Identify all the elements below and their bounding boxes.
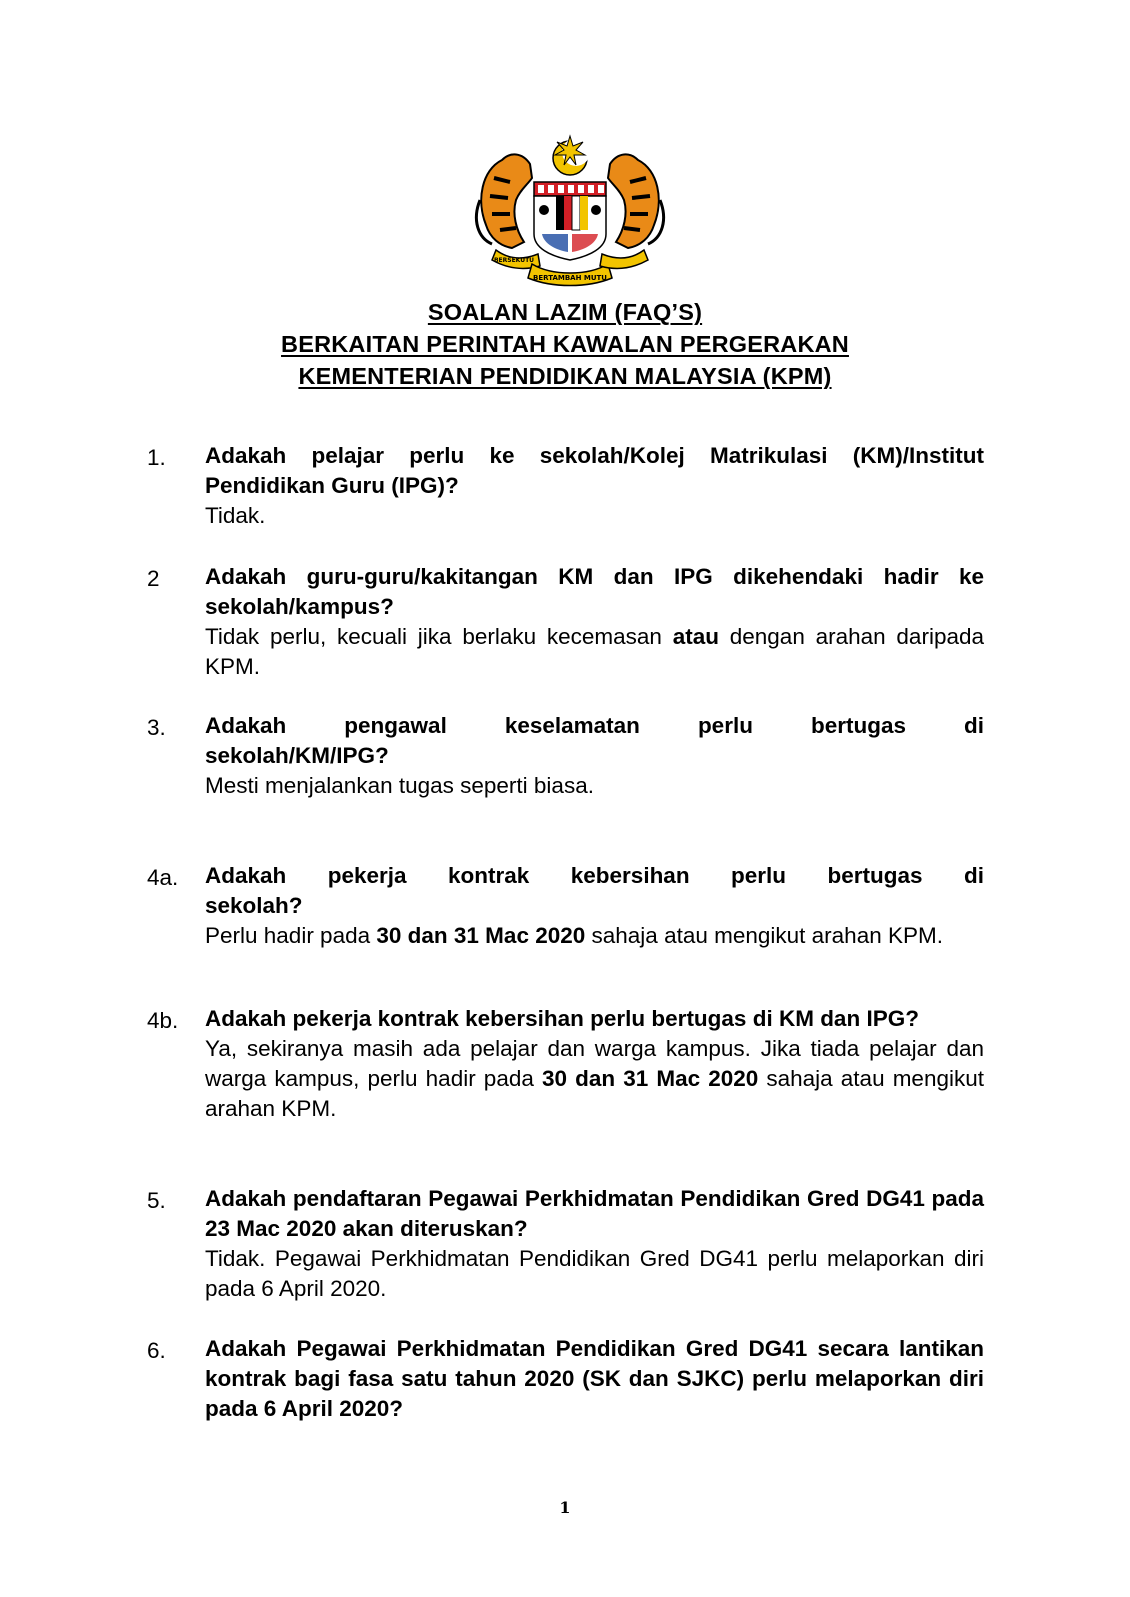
document-title — [0, 296, 1130, 392]
faq-number: 6. — [147, 1338, 166, 1363]
faq-question: Adakah guru-guru/kakitangan KM dan IPG dikehendaki hadir ke sekolah/kampus? — [205, 564, 984, 619]
faq-question-line-1: Adakah pengawal keselamatan perlu bertugas di — [205, 713, 984, 738]
page-number: 1 — [559, 1498, 571, 1517]
faq-question-line-1: Adakah pekerja kontrak kebersihan perlu bertugas di — [205, 863, 984, 888]
faq-number: 3. — [147, 715, 166, 740]
faq-question-line-2: sekolah? — [205, 893, 303, 918]
faq-number: 4b. — [147, 1008, 179, 1033]
faq-answer: Tidak perlu, kecuali jika berlaku kecemasan atau dengan arahan daripada KPM. — [205, 624, 984, 679]
faq-question: Adakah pekerja kontrak kebersihan perlu bertugas di KM dan IPG? — [205, 1006, 919, 1031]
coat-of-arms-icon — [472, 130, 668, 288]
coat-of-arms-emblem — [472, 130, 668, 288]
svg-text:BERTAMBAH MUTU: BERTAMBAH MUTU — [533, 274, 607, 282]
faq-answer: Tidak. Pegawai Perkhidmatan Pendidikan Gred DG41 perlu melaporkan diri pada 6 April 2020. — [205, 1246, 984, 1301]
faq-question-line-2: sekolah/KM/IPG? — [205, 743, 389, 768]
title-line-1: SOALAN LAZIM (FAQ’S) — [427, 299, 703, 325]
title-line-3: KEMENTERIAN PENDIDIKAN MALAYSIA (KPM) — [298, 363, 832, 389]
faq-question: Adakah pendaftaran Pegawai Perkhidmatan Pendidikan Gred DG41 pada 23 Mac 2020 akan diteruskan? — [205, 1186, 984, 1241]
faq-answer: Mesti menjalankan tugas seperti biasa. — [205, 773, 594, 798]
faq-question: Adakah Pegawai Perkhidmatan Pendidikan Gred DG41 secara lantikan kontrak bagi fasa satu tahun 2020 (SK dan SJKC) perlu melaporkan diri pada 6 April 2020? — [205, 1336, 984, 1421]
faq-question: Adakah pelajar perlu ke sekolah/Kolej Matrikulasi (KM)/Institut Pendidikan Guru (IPG)? — [205, 443, 984, 498]
faq-number: 4a. — [147, 865, 179, 890]
faq-number: 5. — [147, 1188, 166, 1213]
svg-text:BERSEKUTU: BERSEKUTU — [493, 257, 535, 264]
faq-answer: Tidak. — [205, 503, 266, 528]
title-line-2: BERKAITAN PERINTAH KAWALAN PERGERAKAN — [281, 331, 849, 357]
faq-number: 1. — [147, 445, 166, 470]
faq-number: 2 — [147, 566, 160, 591]
faq-answer: Ya, sekiranya masih ada pelajar dan warga kampus. Jika tiada pelajar dan warga kampus, perlu hadir pada 30 dan 31 Mac 2020 sahaja atau mengikut arahan KPM. — [205, 1036, 984, 1121]
faq-answer: Perlu hadir pada 30 dan 31 Mac 2020 sahaja atau mengikut arahan KPM. — [205, 923, 943, 948]
